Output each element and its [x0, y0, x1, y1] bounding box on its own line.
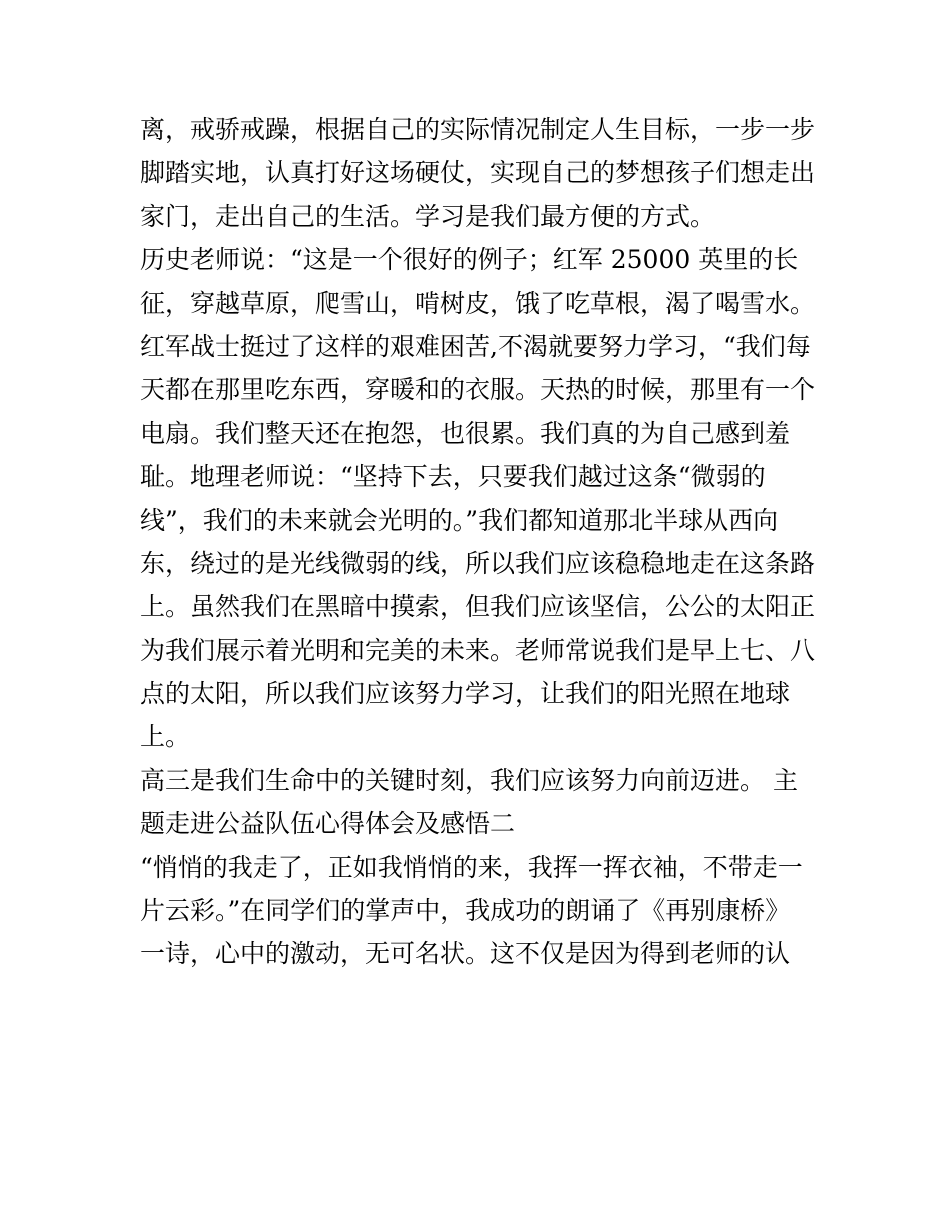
text-line: 上。虽然我们在黑暗中摸索，但我们应该坚信，公公的太阳正: [140, 592, 816, 622]
text-line: 家门，走出自己的生活。学习是我们最方便的方式。: [140, 201, 716, 231]
text-line: 离，戒骄戒躁，根据自己的实际情况制定人生目标，一步一步: [140, 115, 816, 144]
text-line: 高三是我们生命中的关键时刻，我们应该努力向前迈进。 主: [140, 765, 798, 795]
text-line: 电扇。我们整天还在抱怨，也很累。我们真的为自己感到羞: [140, 418, 791, 448]
text-line: 红军战士挺过了这样的艰难困苦,不渴就要努力学习，“我们每: [140, 331, 811, 361]
text-line: 征，穿越草原，爬雪山，啃树皮，饿了吃草根，渴了喝雪水。: [140, 288, 816, 318]
text-line: 天都在那里吃东西，穿暖和的衣服。天热的时候，那里有一个: [140, 375, 816, 405]
text-line: “悄悄的我走了，正如我悄悄的来，我挥一挥衣袖，不带走一: [140, 852, 803, 882]
text-line: 东，绕过的是光线微弱的线，所以我们应该稳稳地走在这条路: [140, 548, 816, 578]
text-line: 上。: [140, 722, 191, 752]
text-line: 点的太阳，所以我们应该努力学习，让我们的阳光照在地球: [140, 679, 791, 709]
text-line: 线”，我们的未来就会光明的。”我们都知道那北半球从西向: [140, 505, 779, 535]
text-line: 片云彩。”在同学们的掌声中，我成功的朗诵了《再别康桥》: [140, 896, 791, 926]
text-line: 题走进公益队伍心得体会及感悟二: [140, 809, 516, 839]
text-line: 一诗，心中的激动，无可名状。这不仅是因为得到老师的认: [140, 939, 791, 969]
text-line: 为我们展示着光明和完美的未来。老师常说我们是早上七、八: [140, 635, 816, 665]
text-line: 脚踏实地，认真打好这场硬仗，实现自己的梦想孩子们想走出: [140, 158, 816, 188]
text-line: 历史老师说：“这是一个很好的例子；红军 25000 英里的长: [140, 245, 799, 275]
document-body-text: [140, 108, 820, 976]
text-line: 耻。地理老师说：“坚持下去，只要我们越过这条“微弱的: [140, 462, 766, 492]
